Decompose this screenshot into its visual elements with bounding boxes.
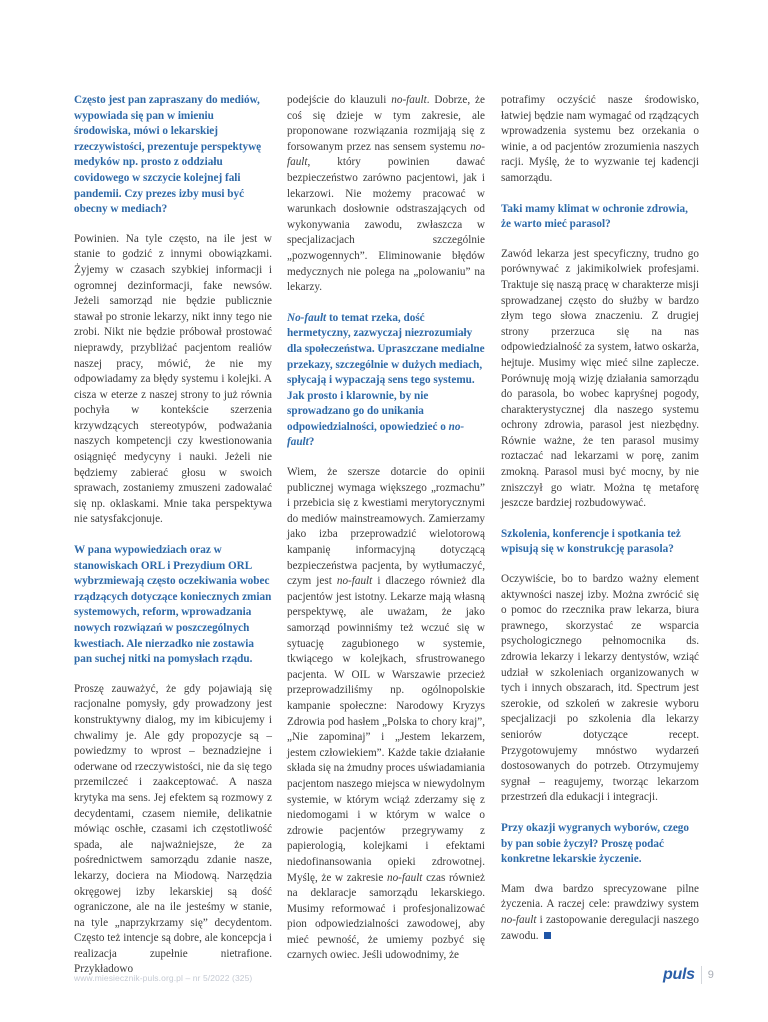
question-text: ? — [308, 436, 315, 449]
term-no-fault: no-fault — [287, 420, 465, 449]
term-no-fault: no-fault — [336, 575, 373, 588]
interview-answer: Proszę zauważyć, że gdy pojawiają się racjonalne pomysły, gdy prowadzony jest konstruktywny dialog, my im kibicujemy i chwalimy je. Ale gdy propozycje są – powiedzmy to wprost – beznadziejne i oderwane od rzeczywistości, nie da się tego przemilczeć i zaakceptować. A nasza krytyka ma sens. Jej efektem są rozmowy z decydentami, czasem niemiłe, delikatnie mówiąc oschłe, czasami ich częstotliwość spada, ale najważniejsze, że za pośrednictwem samorządu zdanie nasze, lekarzy, dociera na Miodową. Narzędzia okręgowej izby lekarskiej są dość ograniczone, ale na ile jesteśmy w stanie, na tyle „naprzykrzamy się” decydentom. Często też intencje są dobre, ale koncepcja i realizacja zupełnie nietrafione. Przykładowo — [74, 682, 272, 976]
text-column-2 — [287, 93, 485, 979]
term-no-fault: no-fault — [386, 871, 423, 884]
article-end-square-icon — [544, 932, 551, 939]
answer-text: Mam dwa bardzo sprecyzowane pilne życzenia. A raczej cele: prawdziwy system — [501, 882, 699, 911]
term-no-fault: no-fault — [287, 140, 485, 169]
answer-text: podejście do klauzuli — [287, 94, 392, 106]
page-number: 9 — [707, 969, 714, 981]
footer-brand — [663, 966, 714, 984]
interview-question: Przy okazji wygranych wyborów, czego by pan sobie życzył? Proszę podać konkretne lekarskie życzenie. — [501, 821, 689, 866]
question-text: to temat rzeka, dość hermetyczny, zazwyczaj niezrozumiały dla społeczeństwa. Upraszczane medialne przekazy, szczególnie w dużych mediach, spłycają i wypaczają sens tego systemu. Jak prosto i klarownie, by nie sprowadzano go do unikania odpowiedzialności, opowiedzieć o — [287, 311, 485, 433]
answer-text: , który powinien dawać bezpieczeństwo zarówno pacjentowi, jak i lekarzowi. Nie możemy pracować w warunkach dosłownie odstraszających od wykonywania zawodu, zwłaszcza w specjalizacjach szczególnie „pozwogennych”. Eliminowanie błędów medycznych nie polega na „polowaniu” na lekarzy. — [287, 156, 485, 294]
text-column-1 — [74, 93, 272, 993]
interview-answer — [287, 465, 485, 964]
interview-answer: Oczywiście, bo to bardzo ważny element aktywności naszej izby. Można zwrócić się o pomoc do rzecznika praw lekarza, biura prawnego, skorzystać ze wsparcia psychologicznego pełnomocnika ds. zdrowia lekarzy i lekarzy dentystów, wziąć udział w szkoleniach organizowanych w tych i innych obszarach, itd. Spectrum jest szerokie, od szkoleń w zakresie wyboru specjalizacji po szkolenia dla lekarzy seniorów dotyczące recept. Przygotowujemy mnóstwo wydarzeń dostosowanych do potrzeb. Otrzymujemy sygnał – reagujemy, tworząc lekarzom przestrzeń dla edukacji i integracji. — [501, 573, 699, 804]
term-no-fault: no-fault — [501, 913, 537, 926]
term-no-fault: No-fault — [287, 311, 327, 324]
interview-question: Szkolenia, konferencje i spotkania też wpisują się w konstrukcję parasola? — [501, 527, 681, 556]
answer-text: i dlaczego również dla pacjentów jest istotny. Lekarze mają własną perspektywę, ale uważam, że jako samorząd powinniśmy też wczuć się w sytuację zagubionego w systemie, tkwiącego w kolejkach, sfrustrowanego pacjenta. W OIL w Warszawie przecież przeprowadziliśmy np. ogólnopolskie kampanie społeczne: Narodowy Kryzys Zdrowia pod hasłem „Polska to chory kraj”, „Nie zapominaj” i „Jestem lekarzem, jestem człowiekiem”. Każde takie działanie składa się na żmudny proces uświadamiania pacjentom naszego miejsca w niewydolnym systemie, w którym wciąż zderzamy się z niedomogami i w którym w walce o zdrowie pacjentów przegrywamy z papierologią, kolejkami i efektami niedofinansowania opieki zdrowotnej. Myślę, że w zakresie — [287, 575, 485, 884]
answer-text: i zastopowanie deregulacji naszego zawodu. — [501, 913, 699, 942]
interview-answer: Powinien. Na tyle często, na ile jest w stanie to godzić z innymi obowiązkami. Żyjemy w czasach szybkiej informacji i ogromnej dezinformacji, fake newsów. Jeżeli samorząd nie będzie publicznie stawał po stronie lekarzy, nikt inny tego nie zrobi. Nikt nie będzie próbował prostować nieprawdy, przybliżać pacjentom realiów naszej pracy, mówić, że nie my odpowiadamy za błędy systemu i kolejki. A cisza w eterze z naszej strony to już równia pochyła w kontekście szerzenia krzywdzących stereotypów, podważania naszych kompetencji czy kwestionowania osiągnięć medycyny i nauki. Jeżeli nie będziemy zabierać głosu w swoich sprawach, zostaniemy zmuszeni zadowalać się np. oklaskami. Mnie taka perspektywa nie satysfakcjonuje. — [74, 232, 272, 526]
answer-text: czas również na deklaracje samorządu lekarskiego. Musimy reformować i profesjonalizować pion odpowiedzialności zawodowej, aby mieć pewność, że umiemy pozbyć się czarnych owiec. Jeśli udowodnimy, że — [287, 871, 485, 962]
term-no-fault: no-fault — [391, 94, 427, 106]
interview-answer-continued — [287, 93, 485, 296]
footer-issue-url: www.miesiecznik-puls.org.pl – nr 5/2022 (325) — [74, 973, 253, 983]
interview-answer-continued: potrafimy oczyścić nasze środowisko, łatwiej będzie nam wymagać od rządzących wprowadzenia systemu bez orzekania o winie, a od pacjentów zrozumienia naszych racji. Myślę, że to wyzwanie tej kadencji samorządu. — [501, 94, 699, 184]
interview-answer: Zawód lekarza jest specyficzny, trudno go porównywać z jakimikolwiek profesjami. Traktuje się naszą pracę w charakterze misji sprowadzanej często do służby w bardzo złym tego słowa znaczeniu. Z drugiej strony przerzuca się na nas odpowiedzialność za system, łatwo oskarża, hejtuje. Musimy więc mieć silne zaplecze. Porównuję moją wizję działania samorządu do parasola, bo wobec kapryśnej pogody, charakterystycznej dla naszego systemu ochrony zdrowia, parasol jest niezbędny. Równie ważne, że ten parasol musimy roztaczać nad lekarzami w porę, zanim zmokną. Parasol musi być mocny, by nie zniszczył go wiatr. Można tę metaforę jeszcze bardziej rozbudowywać. — [501, 247, 699, 510]
interview-question — [287, 311, 485, 451]
interview-answer — [501, 882, 699, 944]
interview-question: W pana wypowiedziach oraz w stanowiskach ORL i Prezydium ORL wybrzmiewają często oczekiwania wobec rządzących dotyczące koniecznych zmian systemowych, reform, wprowadzania nowych rozwiązań w poszczególnych kwestiach. Ale nierzadko nie zostawia pan suchej nitki na pomysłach rządu. — [74, 544, 272, 666]
puls-logo: puls — [663, 966, 695, 983]
interview-question: Taki mamy klimat w ochronie zdrowia, że warto mieć parasol? — [501, 202, 688, 231]
footer-divider — [701, 966, 702, 984]
answer-text: Wiem, że szersze dotarcie do opinii publicznej wymaga większego „rozmachu” i przebicia się z kwestiami merytorycznymi do mediów mainstreamowych. Zamierzamy jako izba przeprowadzić wielotorową kampanię informacyjną dotyczącą bezpieczeństwa pacjenta, by wytłumaczyć, czym jest — [287, 466, 485, 588]
answer-text: . Dobrze, że coś się dzieje w tym zakresie, ale proponowane rozwiązania rozmijają się z forsowanym przez nas sensem systemu — [287, 94, 485, 153]
interview-question: Często jest pan zapraszany do mediów, wypowiada się pan w imieniu środowiska, mówi o lekarskiej rzeczywistości, prezentuje perspektywę medyków np. prosto z oddziału covidowego w szczycie kolejnej fali pandemii. Czy prezes izby musi być obecny w mediach? — [74, 94, 262, 216]
text-column-3 — [501, 93, 699, 959]
